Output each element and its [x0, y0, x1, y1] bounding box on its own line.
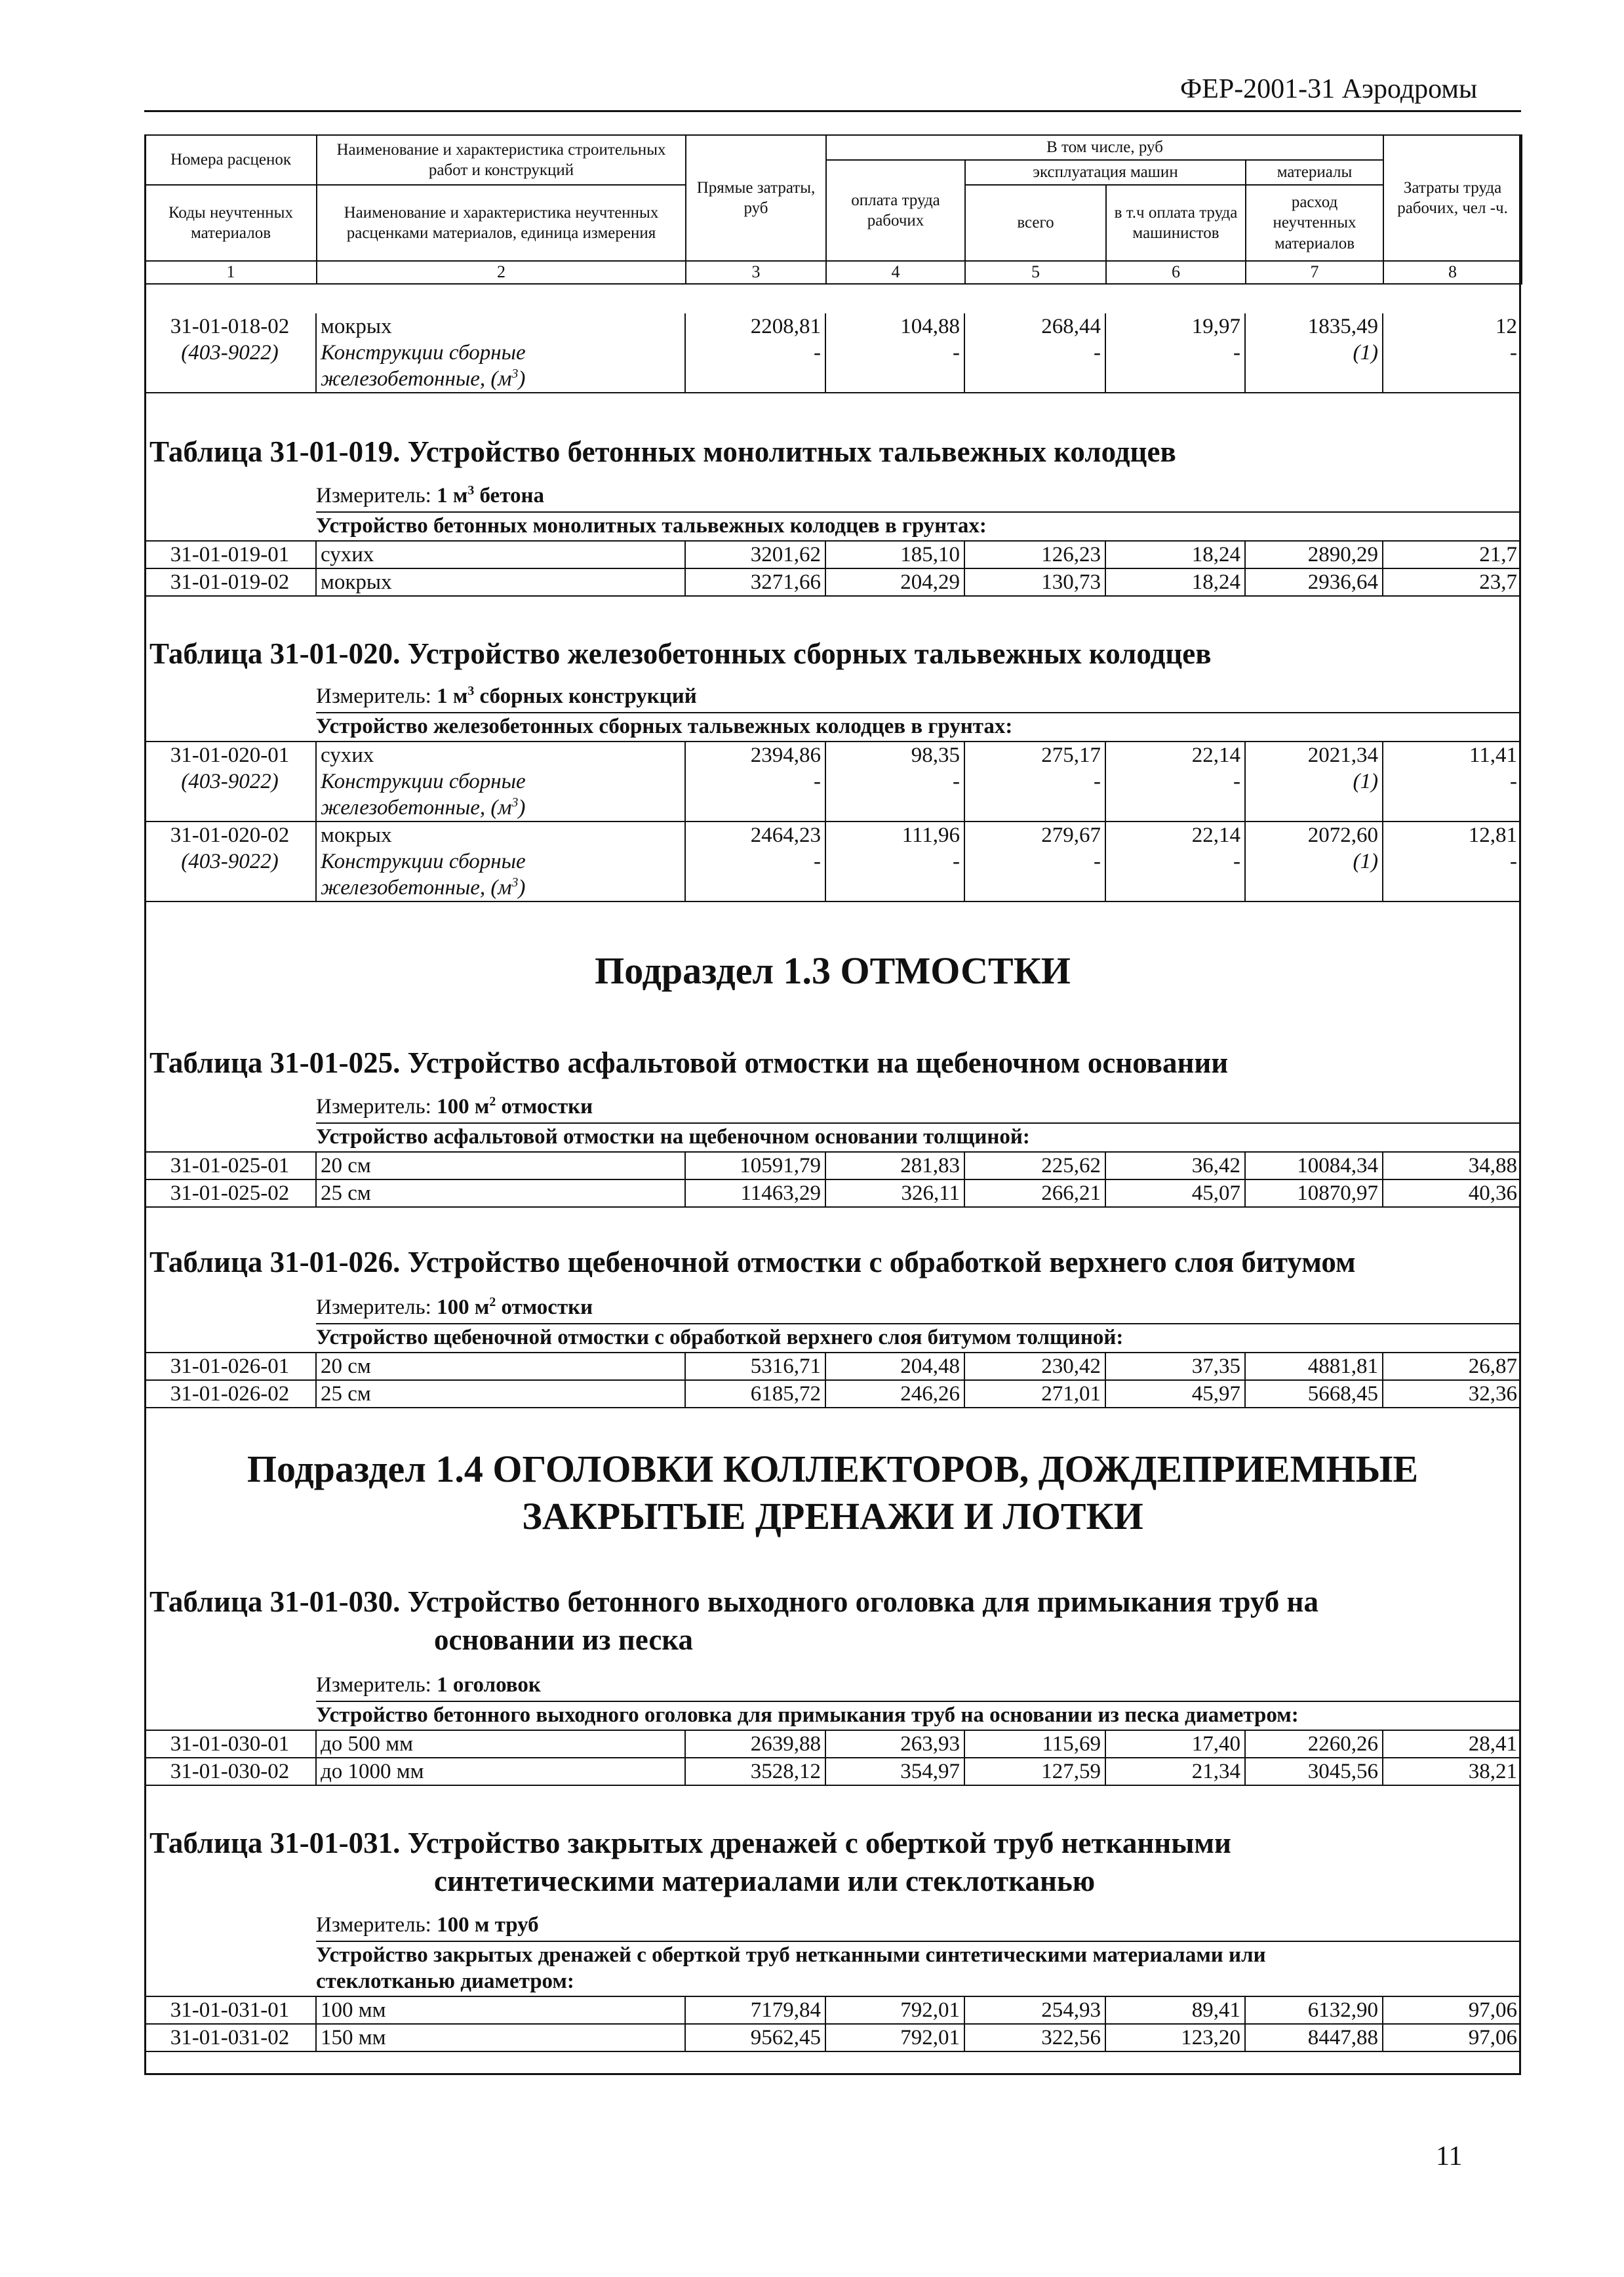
table-026-title: Таблица 31-01-026. Устройство щебеночной отмостки с обработкой верхнего слоя битумом	[149, 1246, 1356, 1278]
table-row: 31-01-026-02 25 см 6185,72 246,26 271,01 45,97 5668,45 32,36	[144, 1380, 1521, 1408]
table-row: 31-01-020-02 мокрых 2464,23 111,96 279,67 22,14 2072,60 12,81	[144, 822, 1521, 848]
table-020	[144, 741, 1521, 902]
header-direct-costs: Прямые затраты, руб	[686, 135, 826, 261]
table-030-title: Таблица 31-01-030. Устройство бетонного выходного оголовка для примыкания труб на	[149, 1585, 1318, 1618]
table-row: 31-01-030-01 до 500 мм 2639,88 263,93 115,69 17,40 2260,26 28,41	[144, 1730, 1521, 1758]
table-026-group: Устройство щебеночной отмостки с обработкой верхнего слоя битумом толщиной:	[316, 1326, 1124, 1349]
table-025-meter: Измеритель: 100 $м^2$ отмостки	[316, 1094, 593, 1119]
table-row: 31-01-030-02 до 1000 мм 3528,12 354,97 127,59 21,34 3045,56 38,21	[144, 1758, 1521, 1785]
table-020-title: Таблица 31-01-020. Устройство железобетонных сборных тальвежных колодцев	[149, 637, 1212, 670]
table-030-meter: Измеритель: 1 оголовок	[316, 1673, 541, 1697]
subsection-1-3-heading: Подраздел 1.3 ОТМОСТКИ	[595, 949, 1071, 992]
table-018-continuation	[144, 313, 1521, 393]
table-row: 31-01-020-01 сухих 2394,86 98,35 275,17 22,14 2021,34 11,41	[144, 742, 1521, 768]
table-026	[144, 1352, 1521, 1408]
table-025	[144, 1151, 1521, 1208]
header-number: 2	[317, 261, 686, 284]
table-025-group: Устройство асфальтовой отмостки на щебеночном основании толщиной:	[316, 1125, 1030, 1149]
header-number: 3	[686, 261, 826, 284]
table-025-title: Таблица 31-01-025. Устройство асфальтовой отмостки на щебеночном основании	[149, 1046, 1229, 1079]
header-materials: материалы	[1246, 160, 1383, 185]
table-row: железобетонные, $(м^3)$	[144, 875, 1521, 901]
header-number: 8	[1383, 261, 1522, 284]
table-row: (403-9022) Конструкции сборные - - - - (1) -	[144, 340, 1521, 366]
column-header-table	[144, 134, 1522, 285]
table-031-group-line2: стеклотканью диаметром:	[316, 1970, 574, 1993]
header-labor-hours: Затраты труда рабочих, чел -ч.	[1383, 135, 1522, 261]
table-row: 31-01-031-01 100 мм 7179,84 792,01 254,93 89,41 6132,90 97,06	[144, 1996, 1521, 2024]
page-number: 11	[1436, 2141, 1463, 2171]
table-row: 31-01-025-02 25 см 11463,29 326,11 266,21 45,07 10870,97 40,36	[144, 1179, 1521, 1207]
table-030	[144, 1730, 1521, 1786]
table-031-group: Устройство закрытых дренажей с оберткой труб нетканными синтетическими материалами или	[316, 1943, 1266, 1967]
header-number: 6	[1106, 261, 1246, 284]
header-number: 5	[965, 261, 1106, 284]
header-including: В том числе, руб	[826, 135, 1383, 160]
table-031-title: Таблица 31-01-031. Устройство закрытых дренажей с оберткой труб нетканными	[149, 1827, 1231, 1859]
table-020-group: Устройство железобетонных сборных тальвежных колодцев в грунтах:	[316, 715, 1013, 738]
table-row: 31-01-019-01 сухих 3201,62 185,10 126,23 18,24 2890,29 21,7	[144, 541, 1521, 568]
table-031	[144, 1996, 1521, 2052]
table-019-meter: Измеритель: 1 $м^3$ бетона	[316, 483, 544, 507]
table-row: 31-01-026-01 20 см 5316,71 204,48 230,42 37,35 4881,81 26,87	[144, 1353, 1521, 1380]
table-031-meter: Измеритель: 100 м труб	[316, 1913, 539, 1937]
table-row: 31-01-025-01 20 см 10591,79 281,83 225,62 36,42 10084,34 34,88	[144, 1152, 1521, 1179]
table-019-title: Таблица 31-01-019. Устройство бетонных монолитных тальвежных колодцев	[149, 435, 1176, 468]
running-header: ФЕР-2001-31 Аэродромы	[1180, 74, 1478, 104]
header-machines: эксплуатация машин	[965, 160, 1246, 185]
table-020-meter: Измеритель: 1 $м^3$ сборных конструкций	[316, 684, 697, 708]
table-031-title-line2: синтетическими материалами или стеклотканью	[434, 1865, 1096, 1897]
table-row: железобетонные, $(м^3)$	[144, 366, 1521, 393]
table-030-title-line2: основании из песка	[434, 1623, 694, 1656]
table-row: 31-01-018-02 мокрых 2208,81 104,88 268,44 19,97 1835,49 12	[144, 313, 1521, 340]
header-number: 4	[826, 261, 965, 284]
table-row: железобетонные, $(м^3)$	[144, 795, 1521, 822]
header-number: 7	[1246, 261, 1383, 284]
table-row: 31-01-031-02 150 мм 9562,45 792,01 322,56 123,20 8447,88 97,06	[144, 2024, 1521, 2051]
table-row: 31-01-019-02 мокрых 3271,66 204,29 130,73 18,24 2936,64 23,7	[144, 568, 1521, 596]
header-labor-pay: оплата труда рабочих	[826, 160, 965, 261]
subsection-1-4-heading: Подраздел 1.4 ОГОЛОВКИ КОЛЛЕКТОРОВ, ДОЖДЕПРИЕМНЫЕ	[247, 1448, 1419, 1490]
header-number: 1	[145, 261, 317, 284]
table-030-group: Устройство бетонного выходного оголовка для примыкания труб на основании из песка диаметром:	[316, 1703, 1299, 1727]
header-rule	[144, 110, 1521, 112]
header-rate-numbers: Номера расценок	[145, 135, 317, 185]
table-026-meter: Измеритель: 100 $м^2$ отмостки	[316, 1295, 593, 1319]
table-019-group: Устройство бетонных монолитных тальвежных колодцев в грунтах:	[316, 514, 987, 538]
header-work-name: Наименование и характеристика строительных работ и конструкций	[317, 135, 686, 185]
header-materials-unaccounted: расход неучтенных материалов	[1246, 185, 1383, 261]
header-material-codes: Коды неучтенных материалов	[145, 185, 317, 261]
header-machines-labor: в т.ч оплата труда машинистов	[1106, 185, 1246, 261]
header-machines-total: всего	[965, 185, 1106, 261]
subsection-1-4-heading-line2: ЗАКРЫТЫЕ ДРЕНАЖИ И ЛОТКИ	[522, 1495, 1143, 1537]
table-019	[144, 540, 1521, 597]
header-material-names: Наименование и характеристика неучтенных расценками материалов, единица измерения	[317, 185, 686, 261]
table-row: (403-9022) Конструкции сборные - - - - (1) -	[144, 768, 1521, 795]
table-row: (403-9022) Конструкции сборные - - - - (1) -	[144, 848, 1521, 875]
